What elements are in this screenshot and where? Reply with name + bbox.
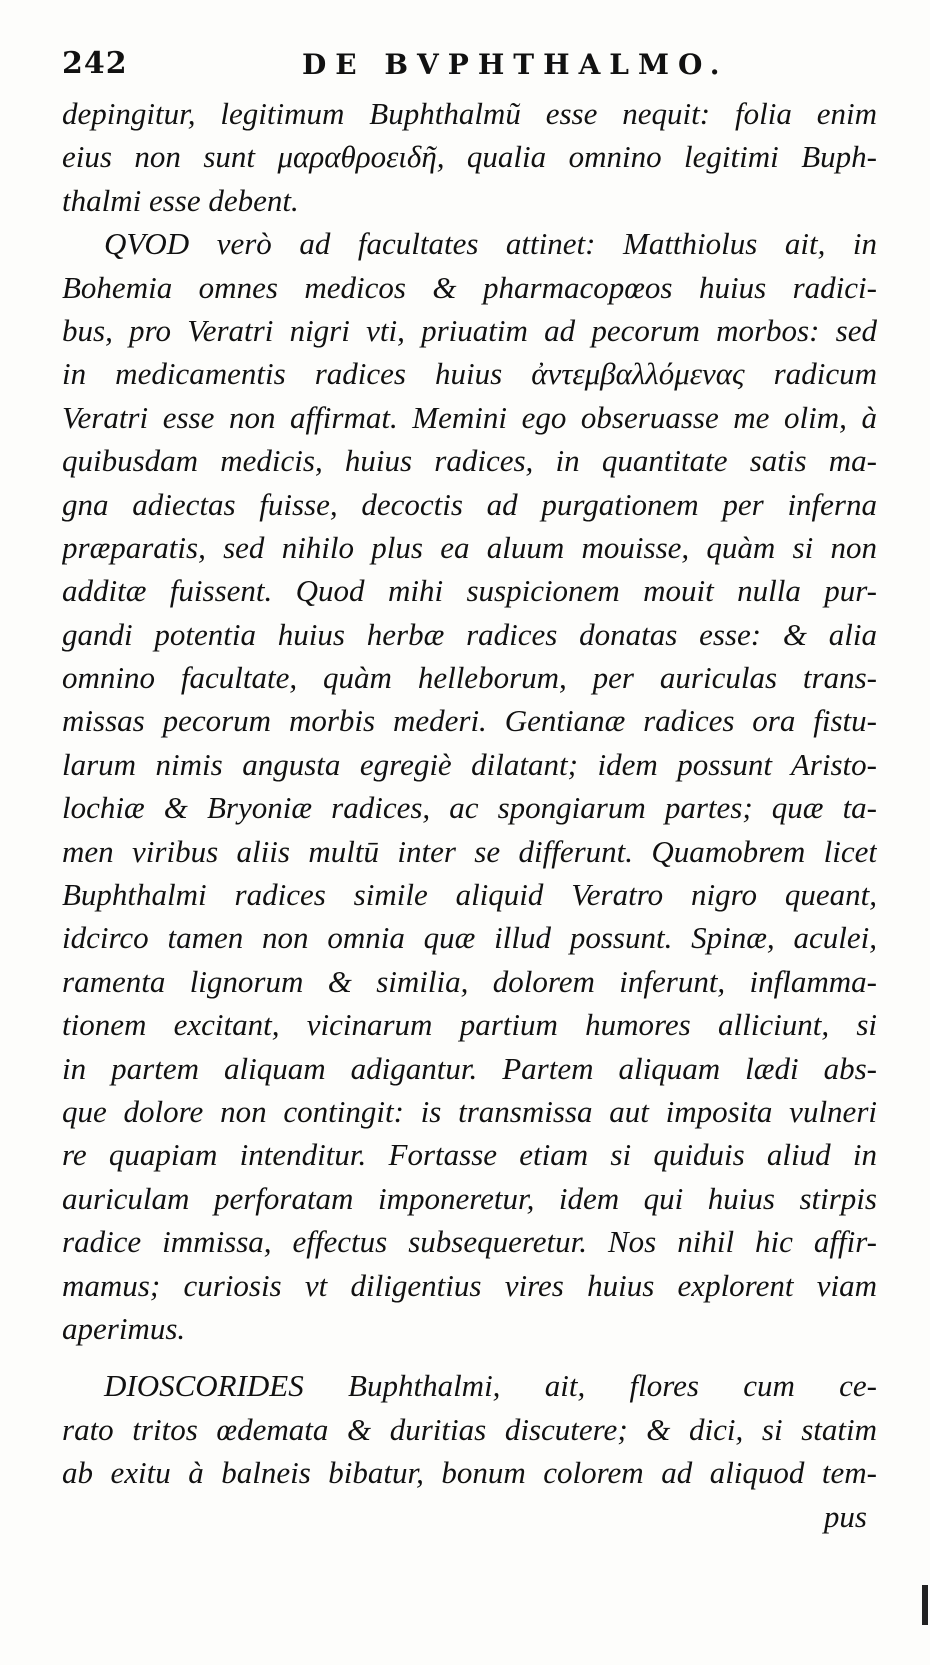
text-line: Buphthalmi radices simile aliquid Veratro nigro queant, — [62, 877, 877, 913]
text-line: Veratri esse non affirmat. Memini ego obseruasse me olim, à — [62, 399, 877, 435]
text-line: quibusdam medicis, huius radices, in quantitate satis ma- — [62, 443, 877, 479]
text-line: additæ fuissent. Quod mihi suspicionem mouit nulla pur- — [62, 573, 877, 609]
paragraph-start-line: QVOD verò ad facultates attinet: Matthiolus ait, in — [104, 226, 877, 262]
text-line: aperimus. — [62, 1310, 186, 1346]
catchword: pus — [823, 1498, 867, 1534]
text-line: ab exitu à balneis bibatur, bonum colorem ad aliquod tem- — [62, 1455, 877, 1491]
text-line: re quapiam intenditur. Fortasse etiam si quiduis aliud in — [62, 1137, 877, 1173]
text-line: tionem excitant, vicinarum partium humores alliciunt, si — [62, 1007, 877, 1043]
body-text — [62, 92, 877, 1538]
text-line: thalmi esse debent. — [62, 182, 299, 218]
text-line: gandi potentia huius herbæ radices donatas esse: & alia — [62, 616, 877, 652]
page-edge-shadow — [922, 1585, 928, 1625]
text-line: larum nimis angusta egregiè dilatant; idem possunt Aristo- — [62, 746, 877, 782]
text-line: eius non sunt μαραθροειδῆ, qualia omnino legitimi Buph- — [62, 139, 877, 175]
running-head: DE BVPHTHALMO. — [302, 48, 729, 81]
text-line: que dolore non contingit: is transmissa aut imposita vulneri — [62, 1093, 877, 1129]
text-line: in medicamentis radices huius ἀντεμβαλλόμενας radicum — [62, 356, 877, 392]
text-line: bus, pro Veratri nigri vti, priuatim ad pecorum morbos: sed — [62, 312, 877, 348]
page-number: 242 — [62, 46, 128, 81]
text-line: rato tritos œdemata & duritias discutere; & dici, si statim — [62, 1411, 877, 1447]
text-line: mamus; curiosis vt diligentius vires huius explorent viam — [62, 1267, 877, 1303]
text-line: idcirco tamen non omnia quæ illud possunt. Spinæ, aculei, — [62, 920, 877, 956]
text-line: missas pecorum morbis mederi. Gentianæ radices ora fistu- — [62, 703, 877, 739]
text-line: præparatis, sed nihilo plus ea aluum mouisse, quàm si non — [62, 529, 877, 565]
text-line: gna adiectas fuisse, decoctis ad purgationem per inferna — [62, 486, 877, 522]
text-line: ramenta lignorum & similia, dolorem inferunt, inflamma- — [62, 963, 877, 999]
page-header — [62, 46, 882, 86]
text-line: depingitur, legitimum Buphthalmũ esse nequit: folia enim — [62, 96, 877, 131]
text-line: auriculam perforatam imponeretur, idem qui huius stirpis — [62, 1180, 877, 1216]
paragraph-gap — [62, 1350, 877, 1364]
text-line: in partem aliquam adigantur. Partem aliquam lædi abs- — [62, 1050, 877, 1086]
text-line: men viribus aliis multū inter se differunt. Quamobrem licet — [62, 833, 877, 869]
text-line: lochiæ & Bryoniæ radices, ac spongiarum partes; quæ ta- — [62, 790, 877, 826]
text-line: Bohemia omnes medicos & pharmacopœos huius radici- — [62, 269, 877, 305]
text-line: omnino facultate, quàm helleborum, per auriculas trans- — [62, 660, 877, 696]
paragraph-start-line: DIOSCORIDES Buphthalmi, ait, flores cum ce- — [104, 1368, 877, 1404]
text-line: radice immissa, effectus subsequeretur. Nos nihil hic affir- — [62, 1224, 877, 1260]
